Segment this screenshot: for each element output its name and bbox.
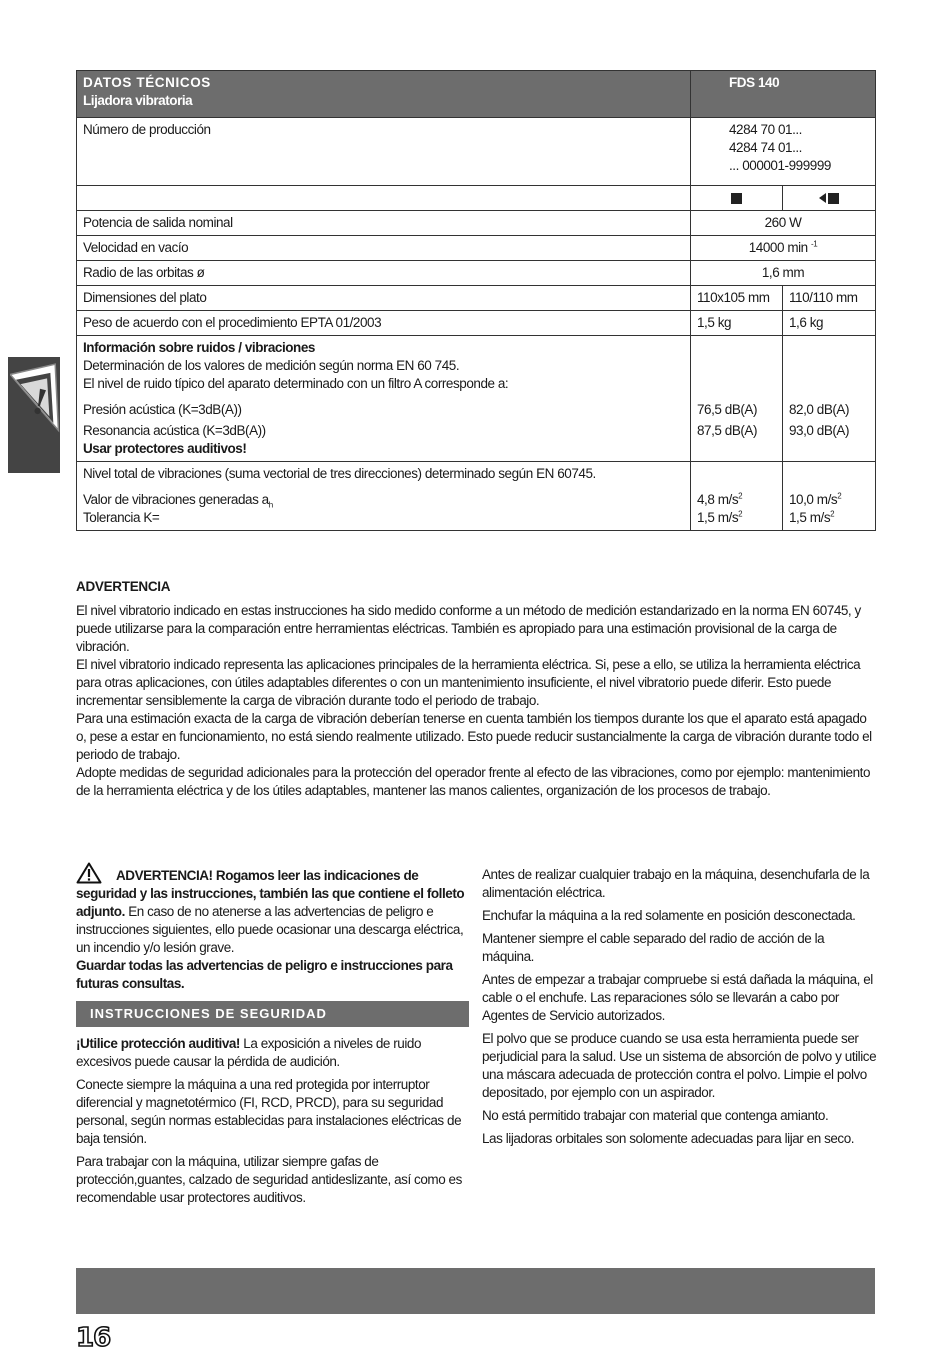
side-tab bbox=[8, 357, 60, 473]
right-paragraph: Enchufar la máquina a la red solamente en posición desconectada. bbox=[482, 908, 856, 923]
table-row bbox=[77, 186, 876, 211]
right-paragraph: No está permitido trabajar con material que contenga amianto. bbox=[482, 1108, 829, 1123]
pressure-label: Presión acústica (K=3dB(A)) bbox=[83, 402, 242, 417]
vib-b: 10,0 m/s bbox=[789, 492, 838, 507]
dims-b: 110/110 mm bbox=[783, 286, 876, 311]
table-row bbox=[77, 236, 876, 261]
speed-unit-exp: -1 bbox=[811, 239, 818, 249]
tol-label: Tolerancia K= bbox=[83, 510, 160, 525]
tol-a-line bbox=[697, 509, 776, 527]
keep-instructions: Guardar todas las advertencias de peligro e instrucciones para futuras consultas. bbox=[76, 958, 453, 991]
pressure-a: 76,5 dB(A) bbox=[697, 402, 758, 417]
table-row bbox=[77, 336, 876, 462]
noise-title: Información sobre ruidos / vibraciones bbox=[83, 340, 315, 355]
radius-value: 1,6 mm bbox=[691, 261, 876, 286]
radius-label: Radio de las orbitas ø bbox=[77, 261, 691, 286]
advertencia-paragraph: Para una estimación exacta de la carga de vibración deberían tenerse en cuenta también los tiempos durante los que el aparato está apagado o, pese a estar en funcionamiento, no está siendo realmente utilizado. Esto puede reducir sustancialmente la carga de vibración durante todo el periodo de trabajo. bbox=[76, 711, 872, 762]
unit-sup: 2 bbox=[738, 491, 743, 501]
vib-title: Nivel total de vibraciones (suma vectorial de tres direcciones) determinado según EN 60745. bbox=[83, 466, 596, 481]
page-number: 16 bbox=[76, 1323, 111, 1353]
advertencia-section bbox=[76, 578, 876, 800]
variant-b-cell bbox=[783, 186, 876, 211]
unit-sup: 2 bbox=[830, 509, 835, 519]
vib-sub: h bbox=[268, 500, 273, 510]
production-value: 4284 74 01... bbox=[729, 140, 802, 155]
vib-cell bbox=[77, 462, 691, 531]
power-label: Potencia de salida nominal bbox=[77, 211, 691, 236]
noise-b bbox=[783, 336, 876, 462]
table-row bbox=[77, 118, 876, 186]
table-row bbox=[77, 286, 876, 311]
svg-text:!: ! bbox=[27, 381, 52, 425]
vib-a-line bbox=[697, 491, 776, 509]
speed-cell bbox=[691, 236, 876, 261]
header-title: DATOS TÉCNICOS bbox=[83, 75, 211, 90]
table-header bbox=[77, 71, 876, 118]
warning-bold: ADVERTENCIA! Rogamos leer las indicaciones de seguridad y las instrucciones, también las que contiene el folleto adjunto. bbox=[76, 868, 465, 919]
unit-sup: 2 bbox=[738, 509, 743, 519]
production-value: ... 000001-999999 bbox=[729, 158, 831, 173]
power-value: 260 W bbox=[691, 211, 876, 236]
header-subtitle: Lijadora vibratoria bbox=[83, 93, 193, 108]
dims-label: Dimensiones del plato bbox=[77, 286, 691, 311]
pressure-b: 82,0 dB(A) bbox=[789, 402, 850, 417]
advertencia-paragraph: El nivel vibratorio indicado representa las aplicaciones principales de la herramienta eléctrica. Si, pese a ello, se utiliza la herramienta eléctrica para otras aplicaciones, con útiles adaptables diferentes o con un mantenimiento insuficiente, el nivel vibratorio puede diferir. Esto puede incrementar sensiblemente la carga de vibración durante todo el periodo de trabajo. bbox=[76, 657, 861, 708]
vib-a: 4,8 m/s bbox=[697, 492, 739, 507]
right-paragraph: Antes de empezar a trabajar compruebe si está dañada la máquina, el cable o el enchufe. Las reparaciones sólo se llevarán a cabo por Agentes de Servicio autorizados. bbox=[482, 972, 873, 1023]
speed-label: Velocidad en vacío bbox=[77, 236, 691, 261]
table-row bbox=[77, 311, 876, 336]
advertencia-title: ADVERTENCIA bbox=[76, 579, 171, 594]
header-title-cell bbox=[77, 71, 691, 118]
noise-cell bbox=[77, 336, 691, 462]
vib-a-cell bbox=[691, 462, 783, 531]
variant-a-cell bbox=[691, 186, 783, 211]
tol-b-line bbox=[789, 509, 869, 527]
production-values bbox=[691, 118, 876, 186]
speed-value: 14000 min bbox=[748, 240, 808, 255]
right-paragraph: Antes de realizar cualquier trabajo en la máquina, desenchufarla de la alimentación eléctrica. bbox=[482, 867, 870, 900]
protect-label: Usar protectores auditivos! bbox=[83, 441, 247, 456]
vib-label-line bbox=[83, 491, 684, 509]
right-paragraph: Mantener siempre el cable separado del radio de acción de la máquina. bbox=[482, 931, 825, 964]
weight-label: Peso de acuerdo con el procedimiento EPTA 01/2003 bbox=[77, 311, 691, 336]
left-column bbox=[76, 862, 469, 1212]
warning-paragraph bbox=[76, 862, 469, 957]
warning-icon bbox=[76, 862, 102, 884]
vib-b-line bbox=[789, 491, 869, 509]
glasses-paragraph: Para trabajar con la máquina, utilizar siempre gafas de protección,guantes, calzado de seguridad antideslizante, así como es recomendable usar protectores auditivos. bbox=[76, 1154, 462, 1205]
production-value: 4284 70 01... bbox=[729, 122, 802, 137]
warning-text: En caso de no atenerse a las advertencias de peligro e instrucciones siguientes, ello puede ocasionar una descarga eléctrica, un incendio y/o lesión grave. bbox=[76, 904, 464, 955]
vib-label: Valor de vibraciones generadas a bbox=[83, 492, 269, 507]
weight-a: 1,5 kg bbox=[691, 311, 783, 336]
warning-icon bbox=[10, 363, 64, 437]
connect-paragraph: Conecte siempre la máquina a una red protegida por interruptor diferencial y magnetotérmico (FI, RCD, PRCD), para su seguridad personal, según normas establecidas para instalaciones eléctricas de baja tensión. bbox=[76, 1077, 462, 1146]
weight-b: 1,6 kg bbox=[783, 311, 876, 336]
table-row bbox=[77, 211, 876, 236]
noise-line: El nivel de ruido típico del aparato determinado con un filtro A corresponde a: bbox=[83, 376, 509, 391]
tol-b: 1,5 m/s bbox=[789, 510, 831, 525]
right-column bbox=[482, 866, 878, 1153]
resonance-b: 93,0 dB(A) bbox=[789, 423, 850, 438]
right-paragraph: El polvo que se produce cuando se usa esta herramienta puede ser perjudicial para la salud. Use un sistema de absorción de polvo y utilice una máscara adecuada de protección contra el polvo. Limpie el polvo depositado, por ejemplo con un aspirador. bbox=[482, 1031, 877, 1100]
section-title-bar: INSTRUCCIONES DE SEGURIDAD bbox=[76, 1001, 469, 1027]
empty-cell bbox=[77, 186, 691, 211]
resonance-a: 87,5 dB(A) bbox=[697, 423, 758, 438]
hearing-paragraph bbox=[76, 1035, 469, 1071]
table-row bbox=[77, 462, 876, 531]
advertencia-paragraph: Adopte medidas de seguridad adicionales para la protección del operador frente al efecto de las vibraciones, como por ejemplo: mantenimiento de la herramienta eléctrica y de los útiles adaptables, mantener las manos calientes, organización de los procesos de trabajo. bbox=[76, 765, 871, 798]
tech-data-table bbox=[76, 70, 876, 531]
resonance-label: Resonancia acústica (K=3dB(A)) bbox=[83, 423, 266, 438]
right-paragraph: Las lijadoras orbitales son solomente adecuadas para lijar en seco. bbox=[482, 1131, 855, 1146]
production-label: Número de producción bbox=[77, 118, 691, 186]
square-icon bbox=[828, 193, 839, 204]
table-row bbox=[77, 261, 876, 286]
unit-sup: 2 bbox=[837, 491, 842, 501]
header-model: FDS 140 bbox=[691, 71, 876, 118]
noise-line: Determinación de los valores de medición según norma EN 60 745. bbox=[83, 358, 460, 373]
hearing-text: La exposición a niveles de ruido excesivos puede causar la pérdida de audición. bbox=[76, 1036, 422, 1069]
reverse-arrow-icon bbox=[819, 193, 826, 203]
tol-a: 1,5 m/s bbox=[697, 510, 739, 525]
hearing-bold: ¡Utilice protección auditiva! bbox=[76, 1036, 240, 1051]
square-icon bbox=[731, 193, 742, 204]
footer-bar bbox=[76, 1268, 875, 1314]
vib-b-cell bbox=[783, 462, 876, 531]
dims-a: 110x105 mm bbox=[691, 286, 783, 311]
advertencia-paragraph: El nivel vibratorio indicado en estas instrucciones ha sido medido conforme a un método de medición estandarizado en la norma EN 60745, y puede utilizarse para la comparación entre herramientas eléctricas. También es apropiado para una estimación provisional de la carga de vibración. bbox=[76, 603, 861, 654]
noise-a bbox=[691, 336, 783, 462]
